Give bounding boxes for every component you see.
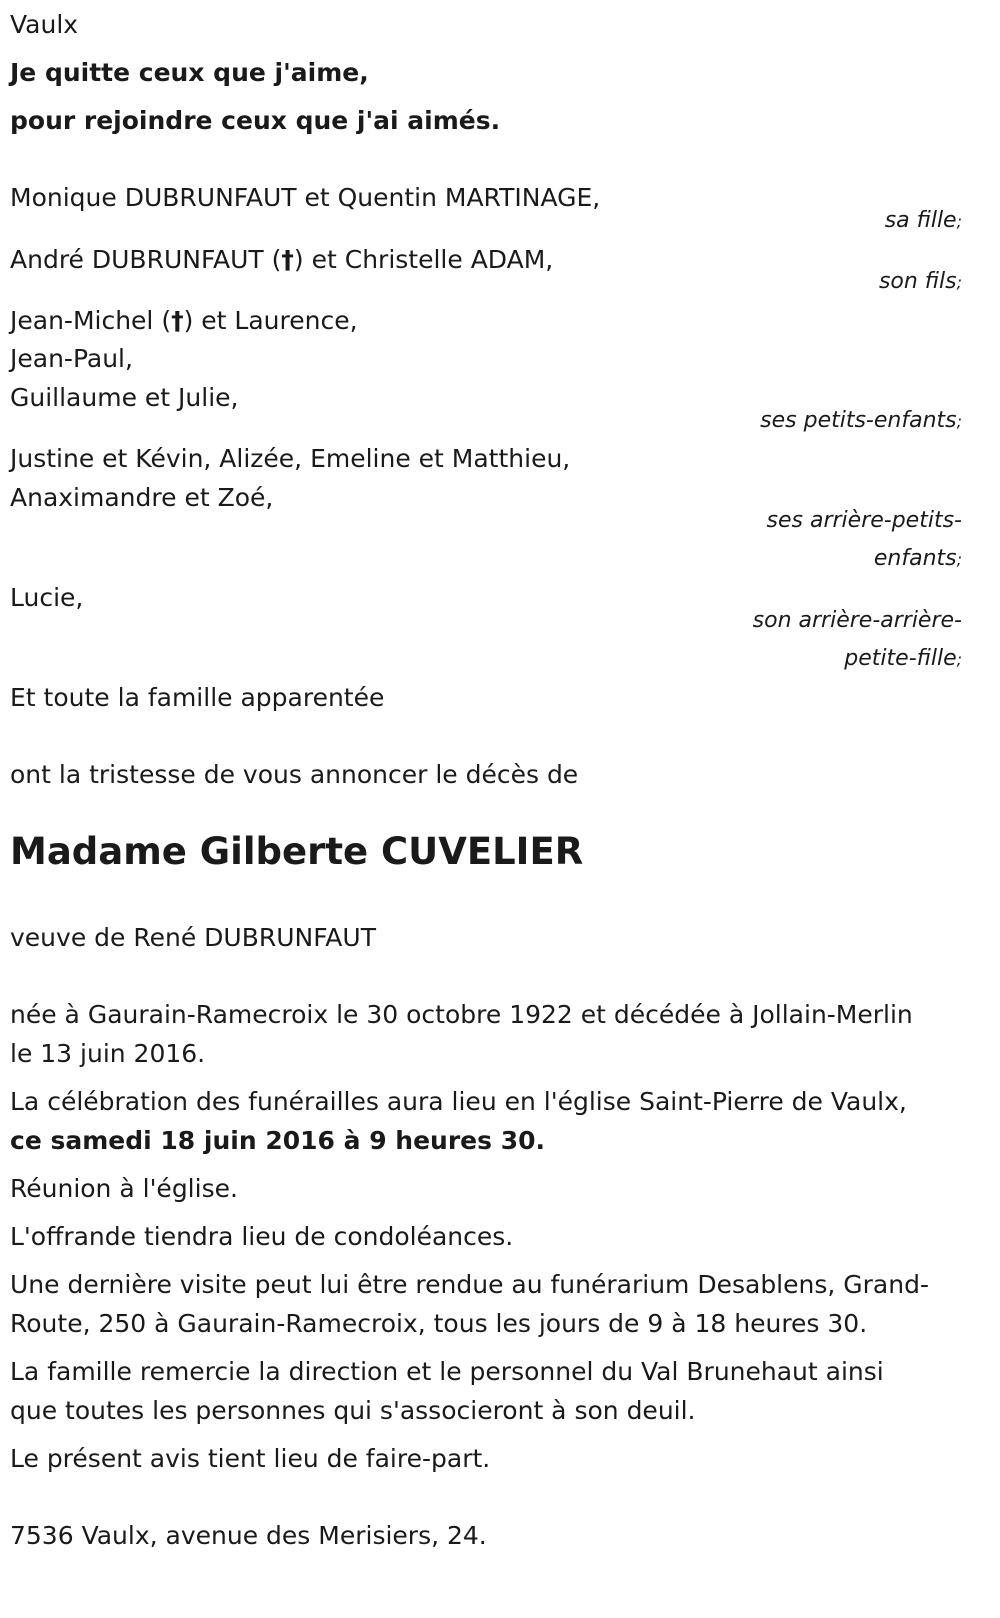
thanks-line-2: que toutes les personnes qui s'associeront à son deuil. bbox=[10, 1396, 696, 1425]
relation-label: enfants bbox=[873, 546, 957, 571]
location-header: Vaulx bbox=[10, 10, 79, 39]
birth-death-line-1: née à Gaurain-Ramecroix le 30 octobre 1922 et décédée à Jollain-Merlin bbox=[10, 1000, 913, 1029]
funeral-line-1: La célébration des funérailles aura lieu en l'église Saint-Pierre de Vaulx, bbox=[10, 1087, 907, 1116]
grandchild-2: Jean-Paul, bbox=[10, 344, 133, 373]
cross-icon: † bbox=[281, 245, 294, 274]
cross-icon: † bbox=[171, 306, 184, 335]
son-name-start: André DUBRUNFAUT ( bbox=[10, 245, 282, 274]
grandchild-3: Guillaume et Julie, bbox=[10, 383, 239, 412]
son-name-end: ) et Christelle ADAM, bbox=[293, 245, 554, 274]
separator: ; bbox=[956, 273, 962, 292]
separator: ; bbox=[956, 412, 962, 431]
grandchildren-relation bbox=[760, 402, 962, 441]
other-family: Et toute la famille apparentée bbox=[10, 683, 385, 712]
widow-of: veuve de René DUBRUNFAUT bbox=[10, 923, 376, 952]
deceased-name: Madame Gilberte CUVELIER bbox=[10, 830, 584, 873]
great-great-grandchild: Lucie, bbox=[10, 583, 84, 612]
meeting-info: Réunion à l'église. bbox=[10, 1174, 238, 1203]
relation-label: son fils bbox=[878, 269, 957, 294]
relation-label: petite-fille bbox=[844, 646, 957, 671]
great-great-grandchild-relation-2 bbox=[844, 640, 962, 679]
grandchild-1-end: ) et Laurence, bbox=[183, 306, 358, 335]
address: 7536 Vaulx, avenue des Merisiers, 24. bbox=[10, 1521, 487, 1550]
birth-death-line-2: le 13 juin 2016. bbox=[10, 1039, 206, 1068]
separator: ; bbox=[956, 212, 962, 231]
great-grandchildren-relation-1: ses arrière-petits- bbox=[766, 508, 962, 533]
announcement-intro: ont la tristesse de vous annoncer le décès de bbox=[10, 760, 579, 789]
great-grandchildren-relation-2 bbox=[874, 540, 962, 579]
relation-label: ses petits-enfants bbox=[760, 408, 957, 433]
separator: ; bbox=[956, 650, 962, 669]
son-names bbox=[10, 240, 553, 279]
great-grandchildren-line-2: Anaximandre et Zoé, bbox=[10, 483, 274, 512]
thanks-line-1: La famille remercie la direction et le personnel du Val Brunehaut ainsi bbox=[10, 1357, 884, 1386]
daughter-relation bbox=[885, 202, 962, 241]
separator: ; bbox=[956, 550, 962, 569]
son-relation bbox=[879, 263, 962, 302]
grandchild-1 bbox=[10, 301, 358, 340]
great-great-grandchild-relation-1: son arrière-arrière- bbox=[752, 608, 962, 633]
notice-text: Le présent avis tient lieu de faire-part. bbox=[10, 1444, 491, 1473]
great-grandchildren-line-1: Justine et Kévin, Alizée, Emeline et Matthieu, bbox=[10, 444, 571, 473]
funeral-line-2: ce samedi 18 juin 2016 à 9 heures 30. bbox=[10, 1126, 545, 1155]
grandchild-1-start: Jean-Michel ( bbox=[10, 306, 172, 335]
daughter-names: Monique DUBRUNFAUT et Quentin MARTINAGE, bbox=[10, 183, 601, 212]
visit-line-2: Route, 250 à Gaurain-Ramecroix, tous les jours de 9 à 18 heures 30. bbox=[10, 1309, 868, 1338]
offering-info: L'offrande tiendra lieu de condoléances. bbox=[10, 1222, 514, 1251]
visit-line-1: Une dernière visite peut lui être rendue au funérarium Desablens, Grand- bbox=[10, 1270, 929, 1299]
quote-line-1: Je quitte ceux que j'aime, bbox=[10, 58, 369, 87]
quote-line-2: pour rejoindre ceux que j'ai aimés. bbox=[10, 106, 501, 135]
relation-label: sa fille bbox=[884, 208, 957, 233]
